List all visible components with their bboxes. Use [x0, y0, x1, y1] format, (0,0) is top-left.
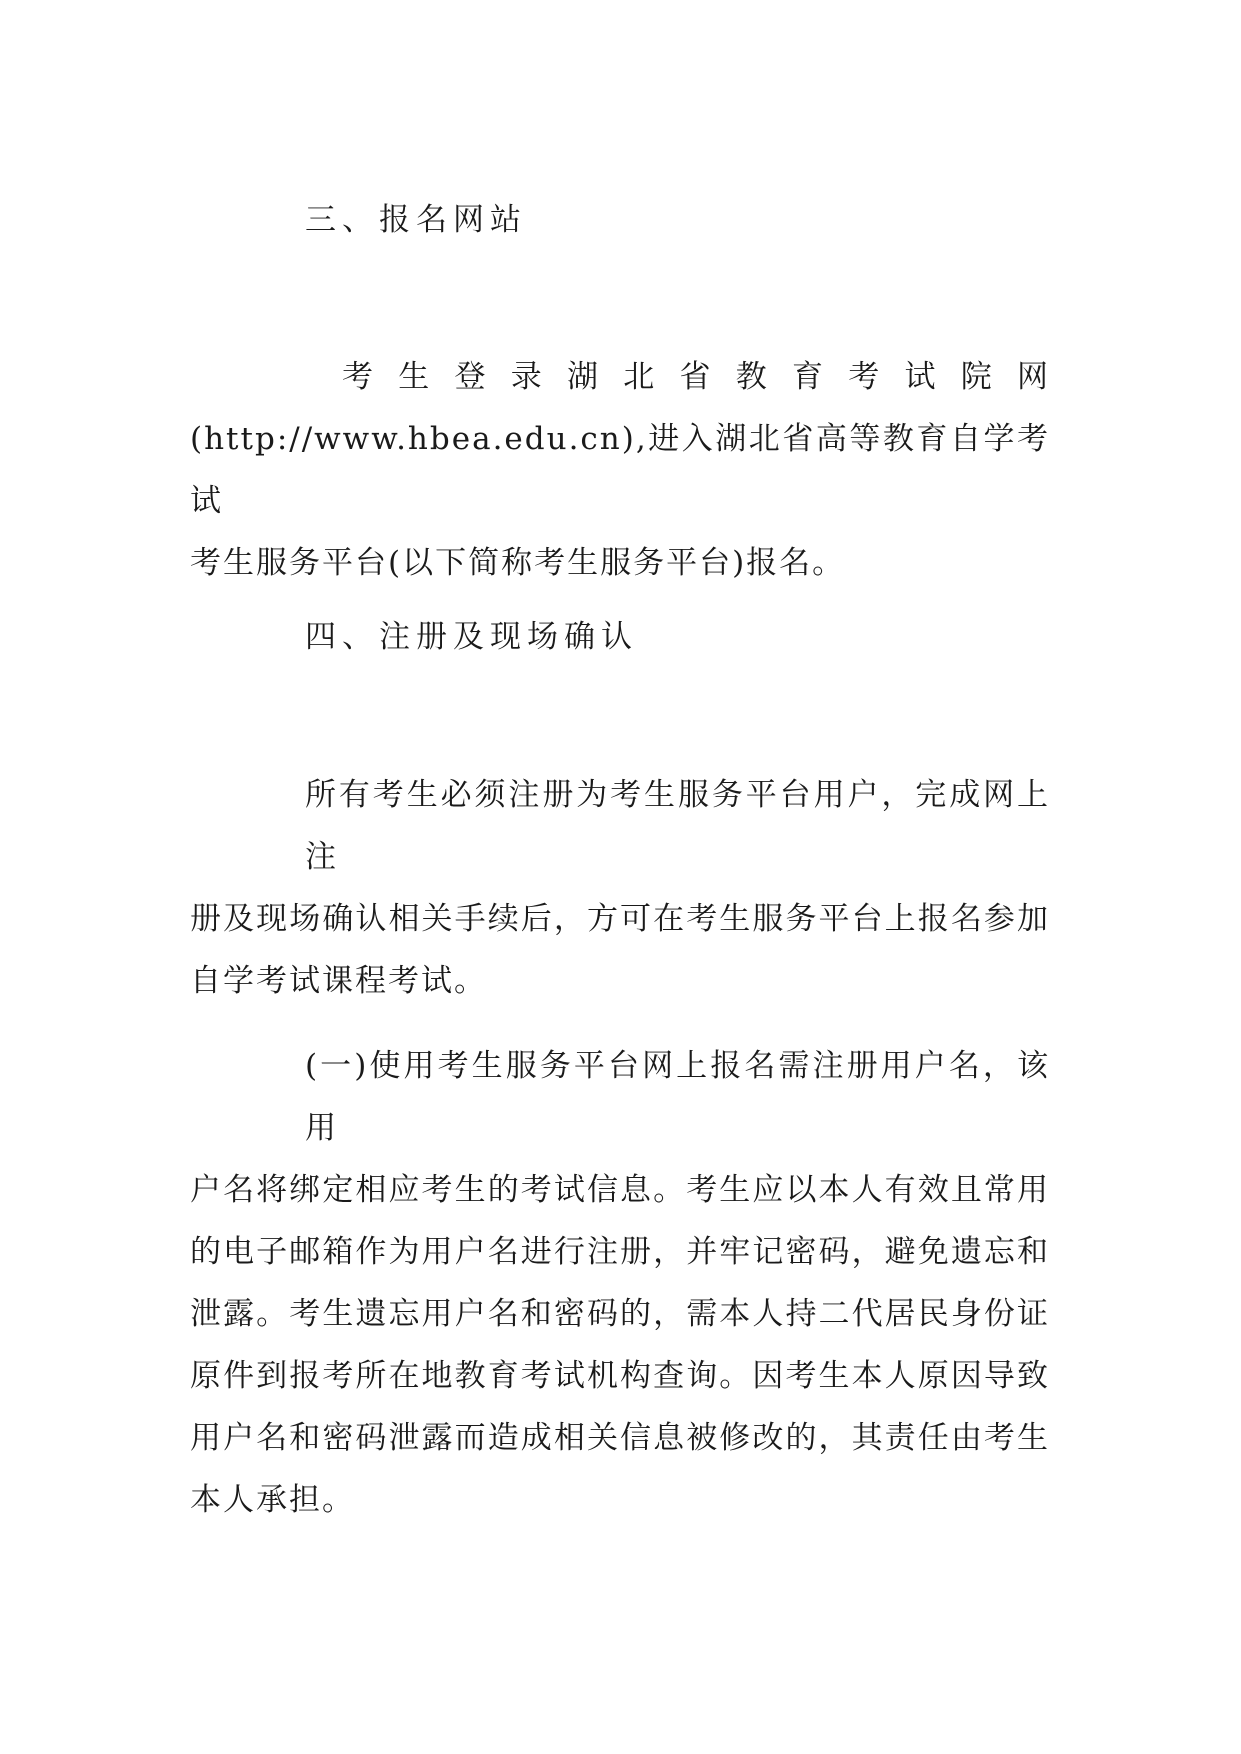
paragraph-line: 册及现场确认相关手续后，方可在考生服务平台上报名参加 — [190, 901, 1050, 937]
paragraph-line: 户名将绑定相应考生的考试信息。考生应以本人有效且常用 — [190, 1172, 1050, 1208]
paragraph-line: 原件到报考所在地教育考试机构查询。因考生本人原因导致 — [190, 1358, 1050, 1394]
paragraph-line: 泄露。考生遗忘用户名和密码的，需本人持二代居民身份证 — [190, 1296, 1050, 1332]
paragraph-line: (一)使用考生服务平台网上报名需注册用户名，该用 — [305, 1048, 1050, 1146]
paragraph-line: 用户名和密码泄露而造成相关信息被修改的，其责任由考生 — [190, 1420, 1050, 1456]
paragraph-line: 考 生 登 录 湖 北 省 教 育 考 试 院 网 — [342, 359, 1050, 395]
paragraph-line: (http://www.hbea.edu.cn),进入湖北省高等教育自学考试 — [190, 421, 1050, 519]
section-heading-3: 三、报名网站 — [305, 202, 527, 238]
paragraph-line: 考生服务平台(以下简称考生服务平台)报名。 — [190, 545, 846, 581]
section-heading-4: 四、注册及现场确认 — [305, 619, 638, 655]
paragraph-registration-website — [190, 346, 1050, 594]
paragraph-line: 的电子邮箱作为用户名进行注册，并牢记密码，避免遗忘和 — [190, 1234, 1050, 1270]
paragraph-line: 所有考生必须注册为考生服务平台用户，完成网上注 — [305, 777, 1050, 875]
paragraph-item-1 — [190, 1035, 1050, 1531]
paragraph-line: 自学考试课程考试。 — [190, 963, 487, 999]
paragraph-line: 本人承担。 — [190, 1482, 355, 1518]
paragraph-registration-confirmation — [190, 764, 1050, 1012]
